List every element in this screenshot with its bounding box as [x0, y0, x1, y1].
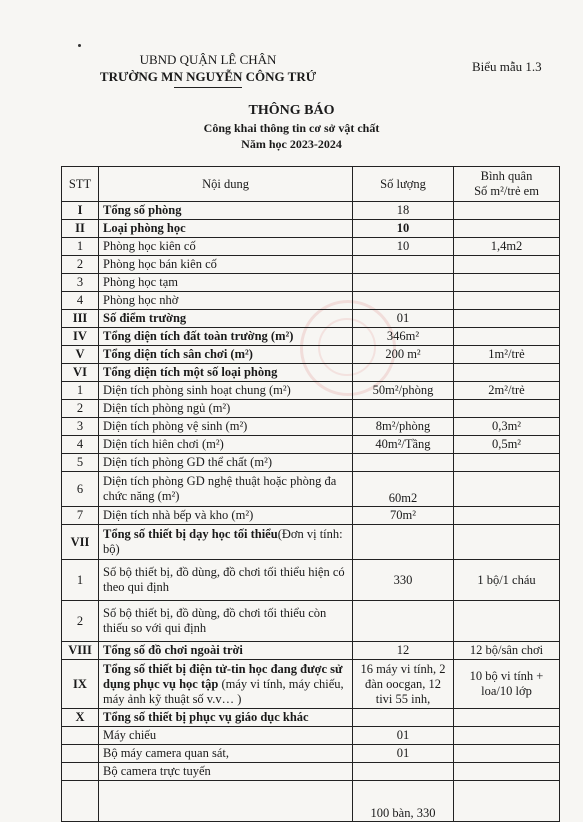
row-stt: 1 — [62, 560, 99, 601]
row-content: Phòng học tạm — [99, 274, 353, 292]
row-qty: 200 m² — [353, 346, 454, 364]
row-content: Phòng học nhờ — [99, 292, 353, 310]
table-row — [62, 763, 560, 781]
row-qty: 12 — [353, 642, 454, 660]
row-avg: 1 bộ/1 cháu — [454, 560, 560, 601]
row-stt: 5 — [62, 454, 99, 472]
table-row — [62, 400, 560, 418]
row-content: Bộ máy camera quan sát, — [99, 745, 353, 763]
row-stt: 3 — [62, 274, 99, 292]
row-content: Máy chiếu — [99, 727, 353, 745]
table-row — [62, 709, 560, 727]
row-qty: 01 — [353, 310, 454, 328]
table-row — [62, 436, 560, 454]
row-avg: 0,5m² — [454, 436, 560, 454]
row-stt: 6 — [62, 472, 99, 507]
header-stt: STT — [62, 167, 99, 202]
table-row — [62, 418, 560, 436]
row-content: Phòng học bán kiên cố — [99, 256, 353, 274]
row-avg — [454, 601, 560, 642]
row-stt: X — [62, 709, 99, 727]
row-content-bold: Tổng số thiết bị điện tử-tin học đang được sử dụng phục vụ học tập — [103, 661, 343, 691]
form-number: Biểu mẫu 1.3 — [472, 59, 542, 74]
school-name: TRƯỜNG MN NGUYỄN CÔNG TRỨ — [99, 69, 317, 84]
row-qty: 10 — [353, 238, 454, 256]
row-stt — [62, 727, 99, 745]
table-row — [62, 256, 560, 274]
issuer-header — [88, 51, 328, 88]
table-row — [62, 328, 560, 346]
table-row — [62, 454, 560, 472]
row-content: Diện tích phòng ngủ (m²) — [99, 400, 353, 418]
row-stt: I — [62, 202, 99, 220]
row-content: Tổng số thiết bị phục vụ giáo dục khác — [99, 709, 353, 727]
row-stt: 2 — [62, 400, 99, 418]
row-content-bold: Tổng số thiết bị dạy học tối thiểu — [103, 527, 278, 541]
row-avg — [454, 454, 560, 472]
notice-subtitle: Công khai thông tin cơ sở vật chất — [203, 121, 380, 135]
row-avg — [454, 745, 560, 763]
table-header-row — [62, 167, 560, 202]
row-stt — [62, 763, 99, 781]
row-stt: IV — [62, 328, 99, 346]
row-qty: 346m² — [353, 328, 454, 346]
row-content: Tổng diện tích đất toàn trường (m²) — [99, 328, 353, 346]
row-avg — [454, 220, 560, 238]
table-row — [62, 472, 560, 507]
row-avg — [454, 507, 560, 525]
row-stt: 1 — [62, 238, 99, 256]
row-qty: 60m2 — [353, 472, 454, 507]
table-row — [62, 560, 560, 601]
school-year: Năm học 2023-2024 — [241, 137, 342, 151]
row-qty: 10 — [353, 220, 454, 238]
title-block — [0, 102, 583, 152]
row-avg — [454, 781, 560, 822]
row-avg: 12 bộ/sân chơi — [454, 642, 560, 660]
row-qty: 40m²/Tầng — [353, 436, 454, 454]
row-content: Số điểm trường — [99, 310, 353, 328]
row-stt: 3 — [62, 418, 99, 436]
table-row — [62, 642, 560, 660]
row-content: Diện tích phòng GD thể chất (m²) — [99, 454, 353, 472]
row-qty: 18 — [353, 202, 454, 220]
row-avg — [454, 256, 560, 274]
table-row — [62, 292, 560, 310]
row-qty: 01 — [353, 745, 454, 763]
table-row — [62, 745, 560, 763]
row-stt: VII — [62, 525, 99, 560]
row-content: Tổng số đồ chơi ngoài trời — [99, 642, 353, 660]
row-avg — [454, 763, 560, 781]
row-stt: 4 — [62, 436, 99, 454]
row-stt: 1 — [62, 382, 99, 400]
row-avg — [454, 400, 560, 418]
row-qty: 8m²/phòng — [353, 418, 454, 436]
row-content: Tổng diện tích một số loại phòng — [99, 364, 353, 382]
row-stt: 2 — [62, 256, 99, 274]
row-avg — [454, 328, 560, 346]
row-avg — [454, 202, 560, 220]
header-average-line2: Số m²/trẻ em — [474, 184, 539, 198]
row-avg: 2m²/trẻ — [454, 382, 560, 400]
row-avg: 1m²/trẻ — [454, 346, 560, 364]
header-average-line1: Bình quân — [480, 169, 533, 183]
notice-heading: THÔNG BÁO — [248, 103, 335, 118]
row-qty — [353, 274, 454, 292]
row-qty — [353, 763, 454, 781]
row-stt: II — [62, 220, 99, 238]
row-stt: 2 — [62, 601, 99, 642]
row-avg: 0,3m² — [454, 418, 560, 436]
table-row — [62, 202, 560, 220]
table-row — [62, 364, 560, 382]
row-qty — [353, 525, 454, 560]
row-avg: 10 bộ vi tính + loa/10 lớp — [454, 660, 560, 709]
table-row — [62, 310, 560, 328]
row-stt — [62, 745, 99, 763]
table-row — [62, 727, 560, 745]
row-content: Loại phòng học — [99, 220, 353, 238]
row-avg — [454, 472, 560, 507]
row-avg — [454, 310, 560, 328]
row-content: Bộ camera trực tuyến — [99, 763, 353, 781]
table-row — [62, 781, 560, 822]
row-content — [99, 781, 353, 822]
header-content: Nội dung — [99, 167, 353, 202]
table-row — [62, 601, 560, 642]
row-avg — [454, 292, 560, 310]
row-avg — [454, 364, 560, 382]
row-qty — [353, 709, 454, 727]
row-content-rest: (Đơn vị tính: bộ) — [103, 527, 343, 556]
row-content — [99, 660, 353, 709]
row-avg — [454, 525, 560, 560]
row-qty — [353, 454, 454, 472]
row-qty — [353, 601, 454, 642]
row-content: Phòng học kiên cố — [99, 238, 353, 256]
table-row — [62, 507, 560, 525]
row-content: Số bộ thiết bị, đồ dùng, đồ chơi tối thiểu còn thiếu so với qui định — [99, 601, 353, 642]
header-quantity: Số lượng — [353, 167, 454, 202]
table-row — [62, 346, 560, 364]
row-content: Diện tích phòng GD nghệ thuật hoặc phòng đa chức năng (m²) — [99, 472, 353, 507]
table-row — [62, 220, 560, 238]
row-stt: V — [62, 346, 99, 364]
row-content: Tổng số phòng — [99, 202, 353, 220]
header-average — [454, 167, 560, 202]
row-qty: 100 bàn, 330 — [353, 781, 454, 822]
row-stt: III — [62, 310, 99, 328]
row-stt: VIII — [62, 642, 99, 660]
row-qty: 330 — [353, 560, 454, 601]
row-content-rest: (máy vi tính, máy chiếu, máy ảnh kỹ thuật số v.v… ) — [103, 676, 344, 706]
row-content: Tổng diện tích sân chơi (m²) — [99, 346, 353, 364]
table-row — [62, 382, 560, 400]
row-qty — [353, 256, 454, 274]
row-content: Diện tích hiên chơi (m²) — [99, 436, 353, 454]
row-qty — [353, 400, 454, 418]
row-content — [99, 525, 353, 560]
row-qty: 16 máy vi tính, 2 đàn oocgan, 12 tivi 55 inh, — [353, 660, 454, 709]
header-underline — [174, 87, 242, 88]
row-content: Số bộ thiết bị, đồ dùng, đồ chơi tối thiểu hiện có theo qui định — [99, 560, 353, 601]
row-content: Diện tích phòng vệ sinh (m²) — [99, 418, 353, 436]
table-row — [62, 274, 560, 292]
row-stt: IX — [62, 660, 99, 709]
row-stt — [62, 781, 99, 822]
table-row — [62, 238, 560, 256]
row-content: Diện tích phòng sinh hoạt chung (m²) — [99, 382, 353, 400]
row-avg — [454, 709, 560, 727]
table-row — [62, 525, 560, 560]
row-qty: 01 — [353, 727, 454, 745]
speck — [78, 44, 81, 47]
row-avg — [454, 274, 560, 292]
row-stt: 4 — [62, 292, 99, 310]
row-qty: 50m²/phòng — [353, 382, 454, 400]
table-row — [62, 660, 560, 709]
row-stt: 7 — [62, 507, 99, 525]
row-stt: VI — [62, 364, 99, 382]
row-qty: 70m² — [353, 507, 454, 525]
agency-name: UBND QUẬN LÊ CHÂN — [139, 52, 277, 67]
facilities-table — [61, 166, 560, 822]
row-qty — [353, 292, 454, 310]
row-avg — [454, 727, 560, 745]
row-qty — [353, 364, 454, 382]
row-avg: 1,4m2 — [454, 238, 560, 256]
row-content: Diện tích nhà bếp và kho (m²) — [99, 507, 353, 525]
